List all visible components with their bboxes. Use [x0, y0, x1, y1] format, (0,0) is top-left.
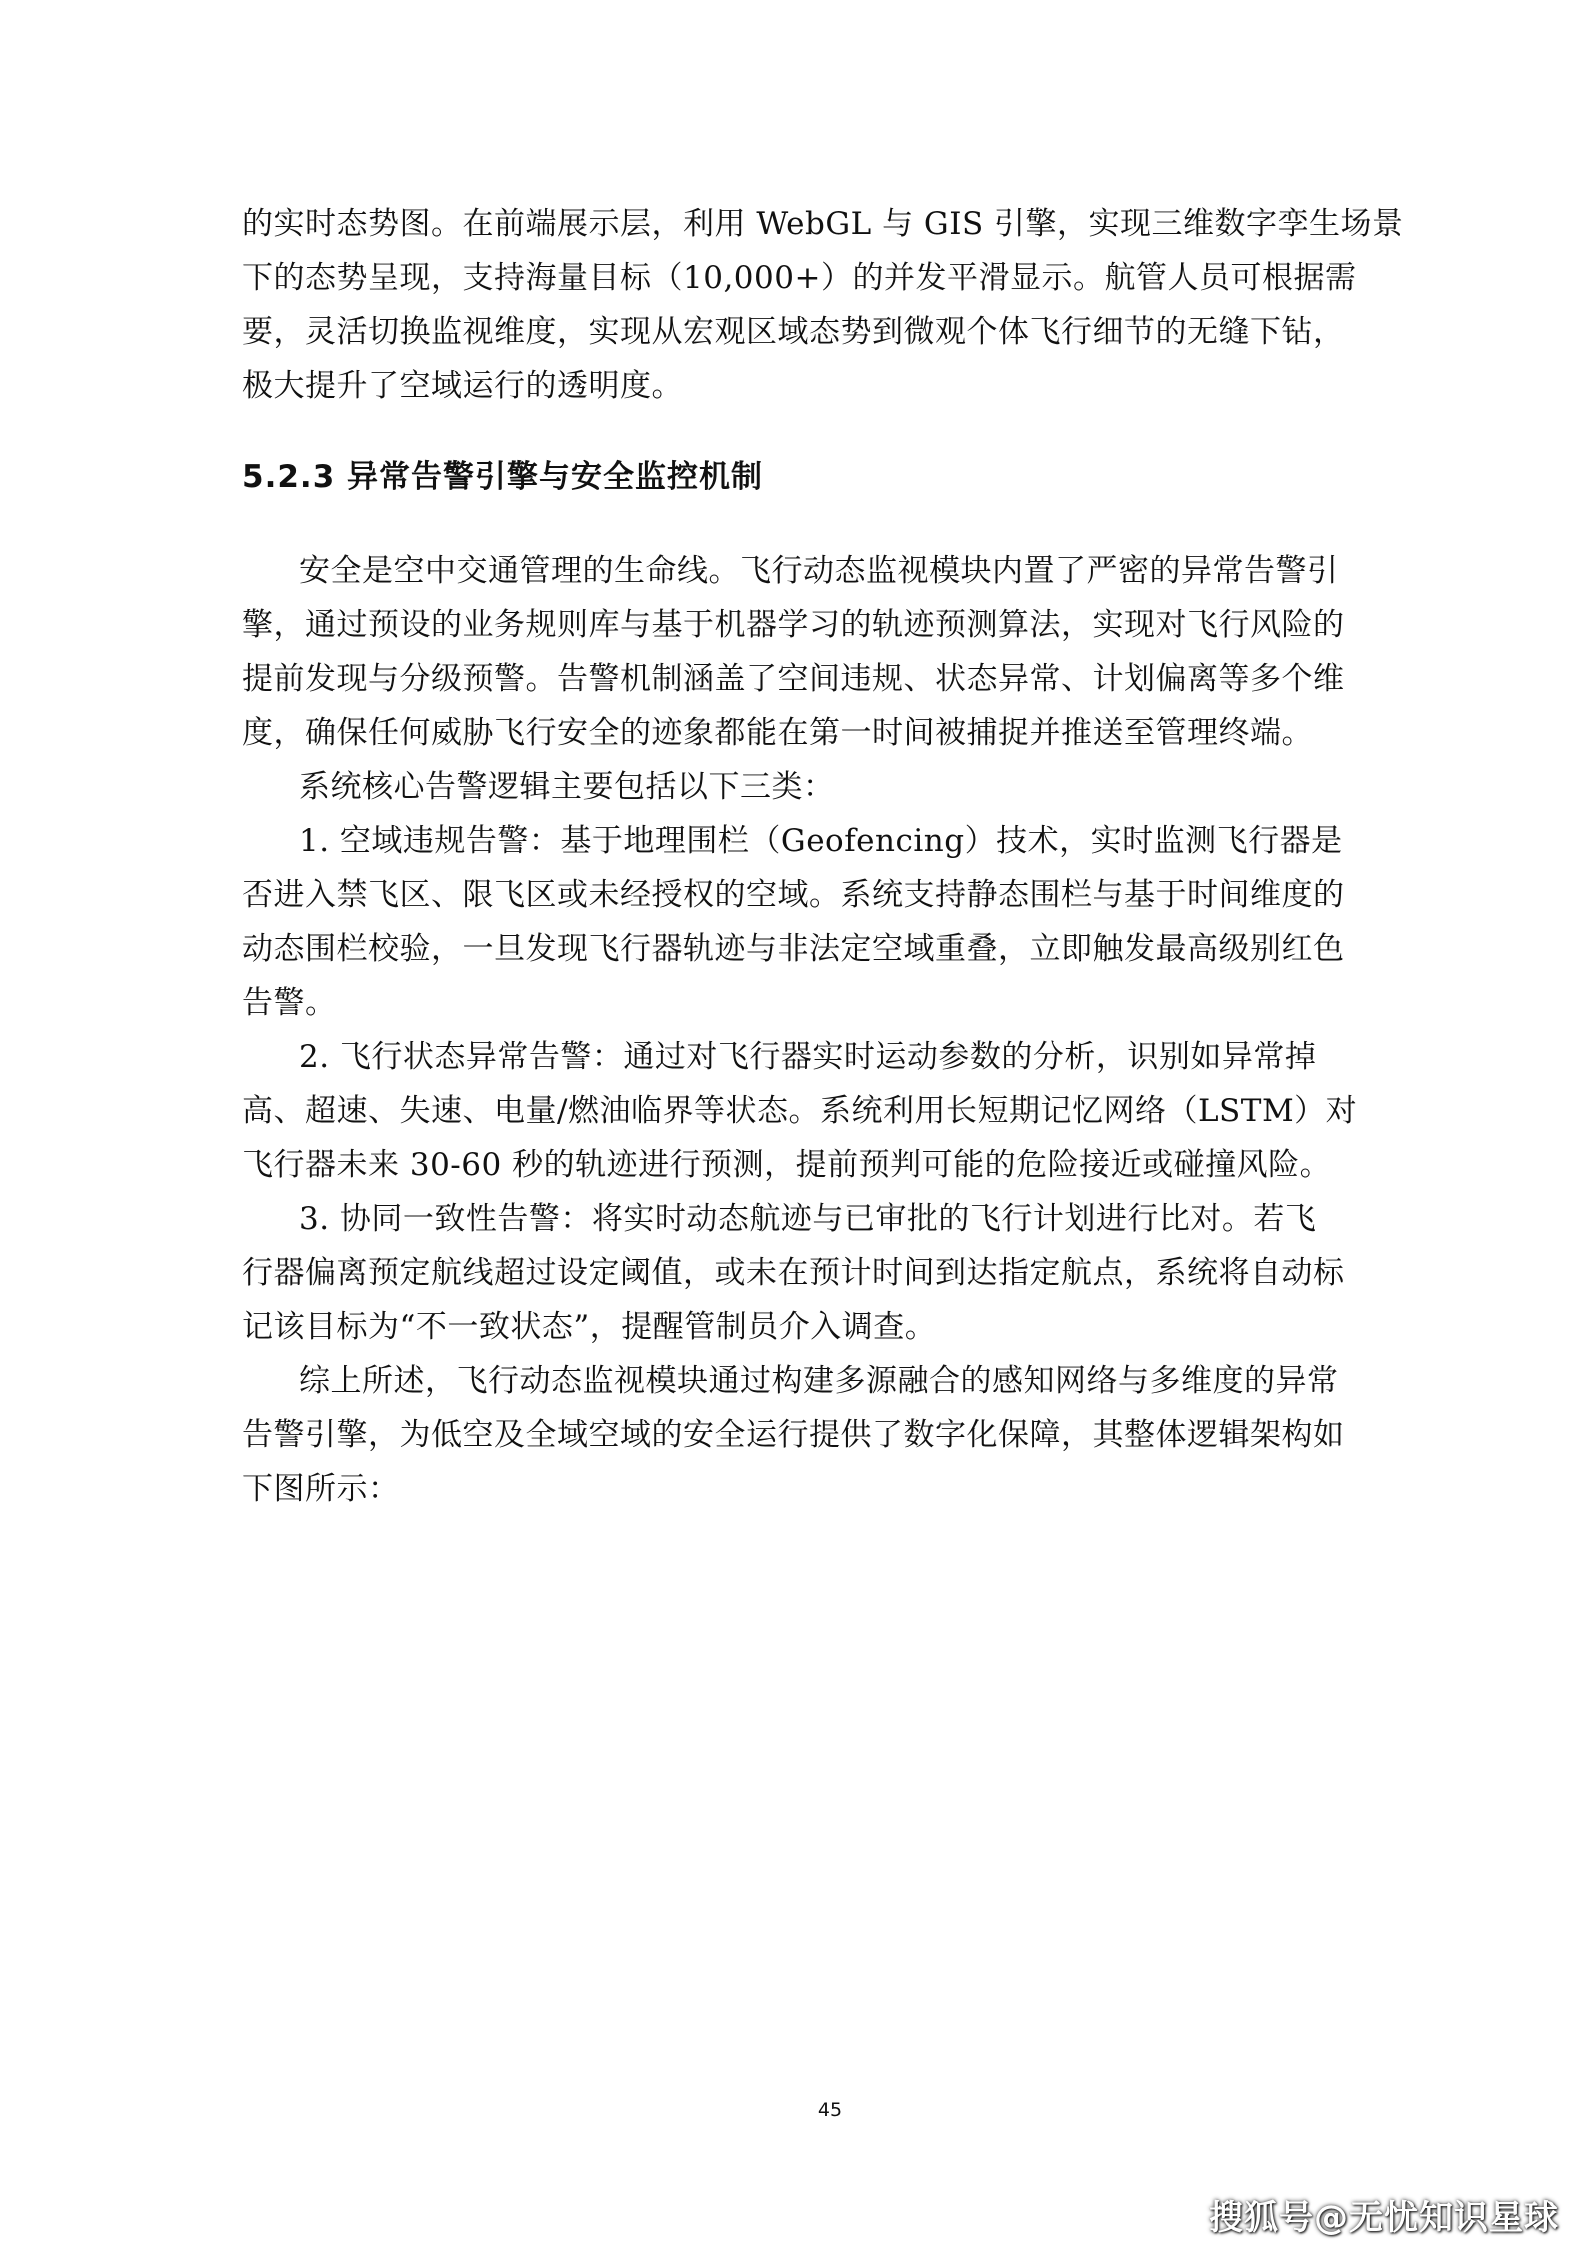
text-line: 下图所示：: [242, 1471, 400, 1507]
text-line: 安全是空中交通管理的生命线。飞行动态监视模块内置了严密的异常告警引: [299, 553, 1339, 589]
text-line: 高、超速、失速、电量/燃油临界等状态。系统利用长短期记忆网络（LSTM）对: [242, 1093, 1358, 1129]
text-line: 1. 空域违规告警：基于地理围栏（Geofencing）技术，实时监测飞行器是: [299, 823, 1343, 859]
text-line: 2. 飞行状态异常告警：通过对飞行器实时运动参数的分析，识别如异常掉: [299, 1039, 1317, 1075]
text-line: 度，确保任何威胁飞行安全的迹象都能在第一时间被捕捉并推送至管理终端。: [242, 715, 1313, 751]
text-line: 告警引擎，为低空及全域空域的安全运行提供了数字化保障，其整体逻辑架构如: [242, 1417, 1345, 1453]
watermark-text: 搜狐号@无忧知识星球: [1209, 2198, 1559, 2238]
text-line: 3. 协同一致性告警：将实时动态航迹与已审批的飞行计划进行比对。若飞: [299, 1201, 1317, 1237]
section-body: [242, 544, 1357, 1516]
intro-paragraph: [242, 197, 1404, 413]
text-line: 下的态势呈现，支持海量目标（10,000+）的并发平滑显示。航管人员可根据需: [242, 260, 1357, 296]
section-heading: 5.2.3 异常告警引擎与安全监控机制: [242, 459, 764, 495]
text-line: 飞行器未来 30-60 秒的轨迹进行预测，提前预判可能的危险接近或碰撞风险。: [242, 1147, 1332, 1183]
text-line: 系统核心告警逻辑主要包括以下三类：: [299, 769, 835, 805]
text-line: 要，灵活切换监视维度，实现从宏观区域态势到微观个体飞行细节的无缝下钻，: [242, 314, 1345, 350]
text-line: 综上所述，飞行动态监视模块通过构建多源融合的感知网络与多维度的异常: [299, 1363, 1339, 1399]
text-line: 的实时态势图。在前端展示层，利用 WebGL 与 GIS 引擎，实现三维数字孪生场景: [242, 206, 1404, 242]
text-line: 告警。: [242, 985, 337, 1021]
text-line: 极大提升了空域运行的透明度。: [242, 368, 683, 404]
text-line: 否进入禁飞区、限飞区或未经授权的空域。系统支持静态围栏与基于时间维度的: [242, 877, 1345, 913]
text-line: 擎，通过预设的业务规则库与基于机器学习的轨迹预测算法，实现对飞行风险的: [242, 607, 1345, 643]
text-line: 行器偏离预定航线超过设定阈值，或未在预计时间到达指定航点，系统将自动标: [242, 1255, 1345, 1291]
text-line: 动态围栏校验，一旦发现飞行器轨迹与非法定空域重叠，立即触发最高级别红色: [242, 931, 1345, 967]
text-line: 提前发现与分级预警。告警机制涵盖了空间违规、状态异常、计划偏离等多个维: [242, 661, 1345, 697]
text-line: 记该目标为“不一致状态”，提醒管制员介入调查。: [242, 1309, 937, 1345]
page-number: 45: [817, 2099, 843, 2121]
